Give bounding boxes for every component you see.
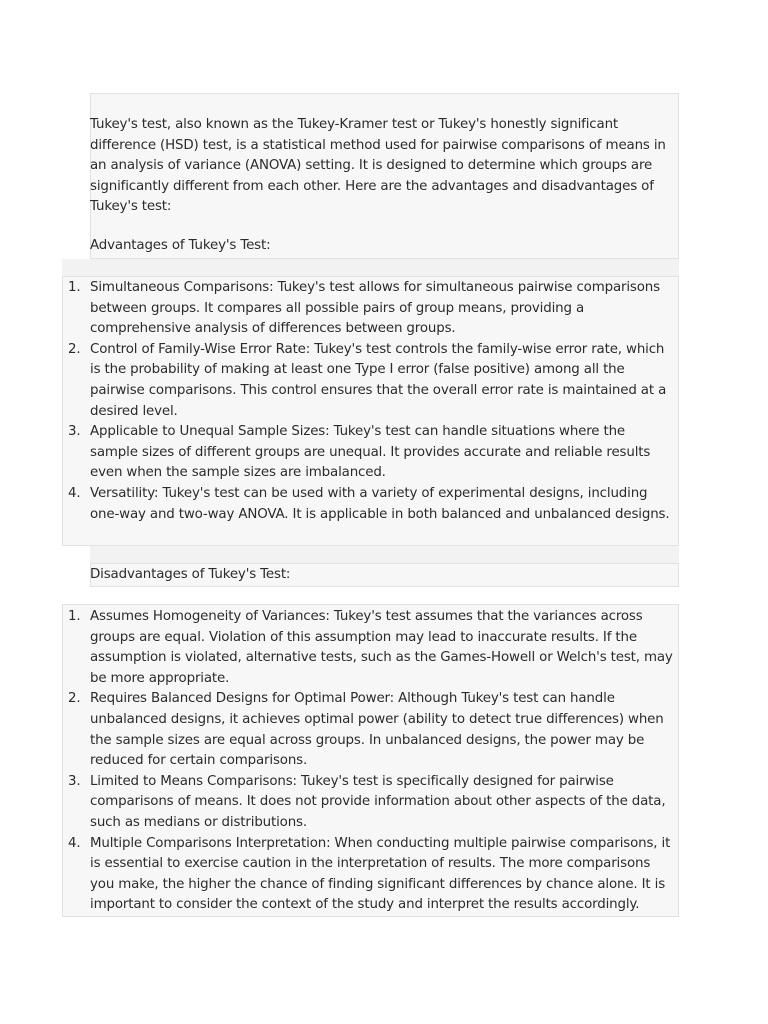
list-item-text: Control of Family-Wise Error Rate: Tukey's test controls the family-wise error rate, which is the probability of making at least one Type I error (false positive) among all the pairwise comparisons. This control ensures that the overall error rate is maintained at a desired level. <box>90 341 667 419</box>
list-item-text: Simultaneous Comparisons: Tukey's test allows for simultaneous pairwise comparisons between groups. It compares all possible pairs of group means, providing a comprehensive analysis of differences between groups. <box>90 280 660 337</box>
list-item <box>62 772 676 834</box>
list-number: 1. <box>68 280 81 295</box>
list-item <box>62 340 676 422</box>
list-item <box>62 484 676 525</box>
list-number: 4. <box>68 835 81 851</box>
list-item-text: Versatility: Tukey's test can be used with a variety of experimental designs, including one-way and two-way ANOVA. It is applicable in both balanced and unbalanced designs. <box>90 485 670 522</box>
list-item <box>62 422 676 484</box>
list-item-text: Multiple Comparisons Interpretation: When conducting multiple pairwise comparisons, it is essential to exercise caution in the interpretation of results. The more comparisons you make, the higher the chance of finding significant differences by chance alone. It is important to consider the context of the study and interpret the results accordingly. <box>90 835 671 913</box>
list-number: 3. <box>68 773 81 789</box>
list-number: 2. <box>68 691 81 707</box>
list-number: 4. <box>68 485 81 501</box>
list-item-text: Assumes Homogeneity of Variances: Tukey's test assumes that the variances across groups are equal. Violation of this assumption may lead to inaccurate results. If the assumption is violated, alternative tests, such as the Games-Howell or Welch's test, may be more appropriate. <box>90 609 673 686</box>
list-item-text: Limited to Means Comparisons: Tukey's test is specifically designed for pairwise comparisons of means. It does not provide information about other aspects of the data, such as medians or distributions. <box>90 773 666 830</box>
disadvantages-heading: Disadvantages of Tukey's Test: <box>90 567 291 582</box>
list-item <box>62 607 676 689</box>
list-item-text: Requires Balanced Designs for Optimal Power: Although Tukey's test can handle unbalanced designs, it achieves optimal power (ability to detect true differences) when the sample sizes are equal across groups. In unbalanced designs, the power may be reduced for certain comparisons. <box>90 691 664 769</box>
spacer-shade <box>62 259 679 276</box>
list-item-text: Applicable to Unequal Sample Sizes: Tukey's test can handle situations where the sample sizes of different groups are unequal. It provides accurate and reliable results even when the sample sizes are imbalanced. <box>90 424 651 481</box>
list-item <box>62 689 676 771</box>
list-number: 1. <box>68 609 81 624</box>
advantages-list <box>62 278 676 525</box>
spacer-shade <box>90 546 679 563</box>
list-number: 2. <box>68 341 81 357</box>
advantages-heading: Advantages of Tukey's Test: <box>90 238 271 253</box>
list-item <box>62 834 676 916</box>
disadvantages-list <box>62 607 676 916</box>
intro-paragraph: Tukey's test, also known as the Tukey-Kramer test or Tukey's honestly significant difference (HSD) test, is a statistical method used for pairwise comparisons of means in an analysis of variance (ANOVA) setting. It is designed to determine which groups are significantly different from each other. Here are the advantages and disadvantages of Tukey's test: <box>90 117 666 215</box>
list-item <box>62 278 676 340</box>
list-number: 3. <box>68 424 81 440</box>
